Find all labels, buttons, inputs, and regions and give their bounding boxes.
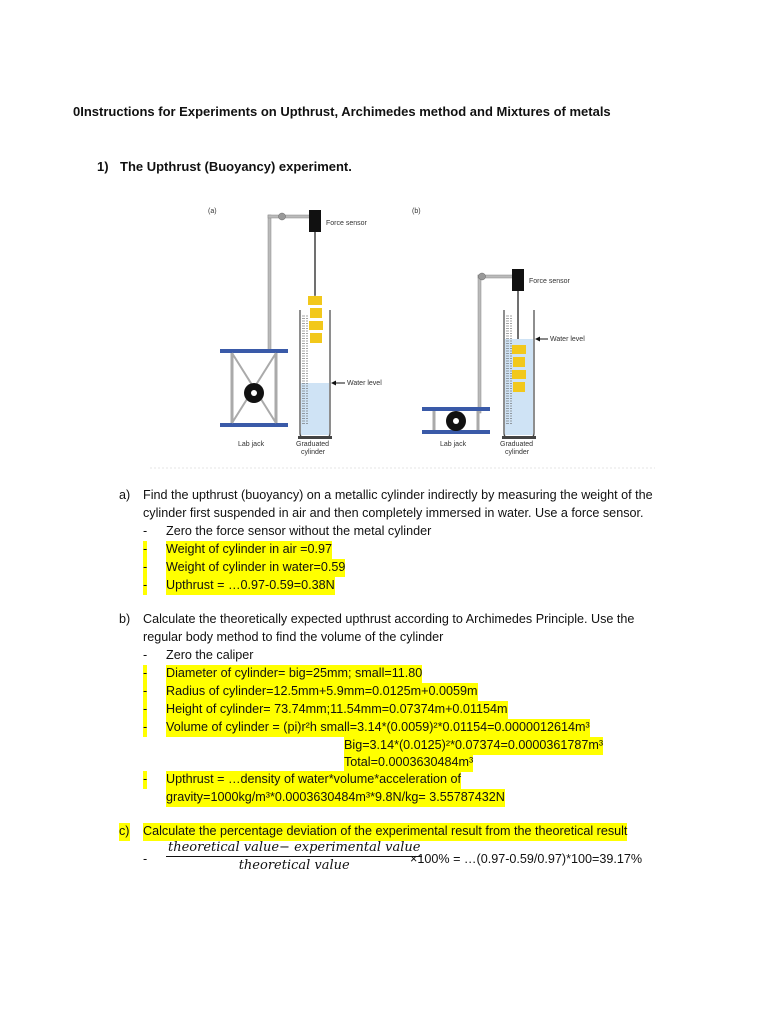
part-a-text-line2: cylinder first suspended in air and then completely immersed in water. Use a force sensor. — [143, 506, 644, 520]
page-title: 0Instructions for Experiments on Upthrust, Archimedes method and Mixtures of metals — [73, 104, 611, 119]
graduated-cylinder-a — [298, 292, 332, 439]
force-sensor-label-a: Force sensor — [326, 220, 367, 227]
section-number: 1) — [97, 159, 109, 174]
graduated-label-b-2: cylinder — [505, 449, 530, 456]
bullet-dash: - — [143, 701, 147, 719]
bullet-dash: - — [143, 771, 147, 789]
part-a-item: Weight of cylinder in air =0.97 — [166, 541, 332, 559]
graduated-cylinder-b — [502, 310, 536, 439]
graduated-label-a-2: cylinder — [301, 449, 326, 456]
lab-jack-a — [220, 349, 288, 427]
water-level-label-a: Water level — [347, 380, 382, 387]
part-a-item: Zero the force sensor without the metal cylinder — [166, 524, 432, 538]
experiment-figure — [150, 195, 660, 475]
part-b-item: Height of cylinder= 73.74mm;11.54mm=0.07374m+0.01154m — [166, 701, 508, 719]
bullet-dash: - — [143, 719, 147, 737]
percentage-result: ×100% = …(0.97-0.59/0.97)*100=39.17% — [410, 852, 643, 866]
force-sensor-label-b: Force sensor — [529, 278, 570, 285]
part-b-upthrust-line1: Upthrust = …density of water*volume*acceleration of — [166, 771, 461, 789]
percentage-formula — [166, 840, 422, 873]
lab-jack-label-b: Lab jack — [440, 441, 467, 448]
bullet-dash: - — [143, 524, 148, 538]
part-b-item: Zero the caliper — [166, 648, 254, 662]
water-level-arrow-b — [535, 337, 548, 342]
water-level-arrow-a — [331, 381, 345, 386]
bullet-dash: - — [143, 665, 147, 683]
part-b-label: b) — [119, 612, 131, 626]
part-a-text-line1: Find the upthrust (buoyancy) on a metallic cylinder indirectly by measuring the weight of the — [143, 488, 653, 502]
formula-denominator: theoretical value — [238, 858, 350, 873]
formula-numerator: theoretical value− experimental value — [168, 840, 421, 855]
part-a-label: a) — [119, 488, 131, 502]
lab-jack-label-a: Lab jack — [238, 441, 265, 448]
bullet-dash: - — [143, 683, 147, 701]
section-title: The Upthrust (Buoyancy) experiment. — [120, 159, 352, 174]
part-c-text: Calculate the percentage deviation of the experimental result from the theoretical result — [143, 823, 627, 841]
volume-big: Big=3.14*(0.0125)²*0.07374=0.0000361787m³ — [344, 737, 603, 755]
volume-total: Total=0.0003630484m³ — [344, 754, 473, 772]
force-sensor-a — [309, 210, 321, 295]
bullet-dash: - — [143, 559, 147, 577]
bullet-dash: - — [143, 648, 148, 662]
bullet-dash: - — [143, 852, 148, 866]
part-b-item: Radius of cylinder=12.5mm+5.9mm=0.0125m+0.0059m — [166, 683, 478, 701]
part-b-text-line2: regular body method to find the volume of the cylinder — [143, 630, 444, 644]
graduated-label-b-1: Graduated — [500, 441, 534, 448]
part-b-upthrust-line2: gravity=1000kg/m³*0.0003630484m³*9.8N/kg= 3.55787432N — [166, 789, 505, 807]
force-sensor-b — [512, 269, 524, 345]
part-c-label: c) — [119, 823, 130, 841]
water-level-label-b: Water level — [550, 336, 585, 343]
part-b-text-line1: Calculate the theoretically expected upthrust according to Archimedes Principle. Use the — [143, 612, 635, 626]
part-b-item: Diameter of cylinder= big=25mm; small=11.80 — [166, 665, 422, 683]
part-a-item: Upthrust = …0.97-0.59=0.38N — [166, 577, 335, 595]
bullet-dash: - — [143, 577, 147, 595]
figure-label-b: (b) — [412, 208, 421, 215]
bullet-dash: - — [143, 541, 147, 559]
graduated-label-a-1: Graduated — [296, 441, 330, 448]
part-a-item: Weight of cylinder in water=0.59 — [166, 559, 345, 577]
part-b-item: Volume of cylinder = (pi)r²h small=3.14*(0.0059)²*0.01154=0.0000012614m³ — [166, 719, 590, 737]
figure-label-a: (a) — [208, 208, 217, 215]
